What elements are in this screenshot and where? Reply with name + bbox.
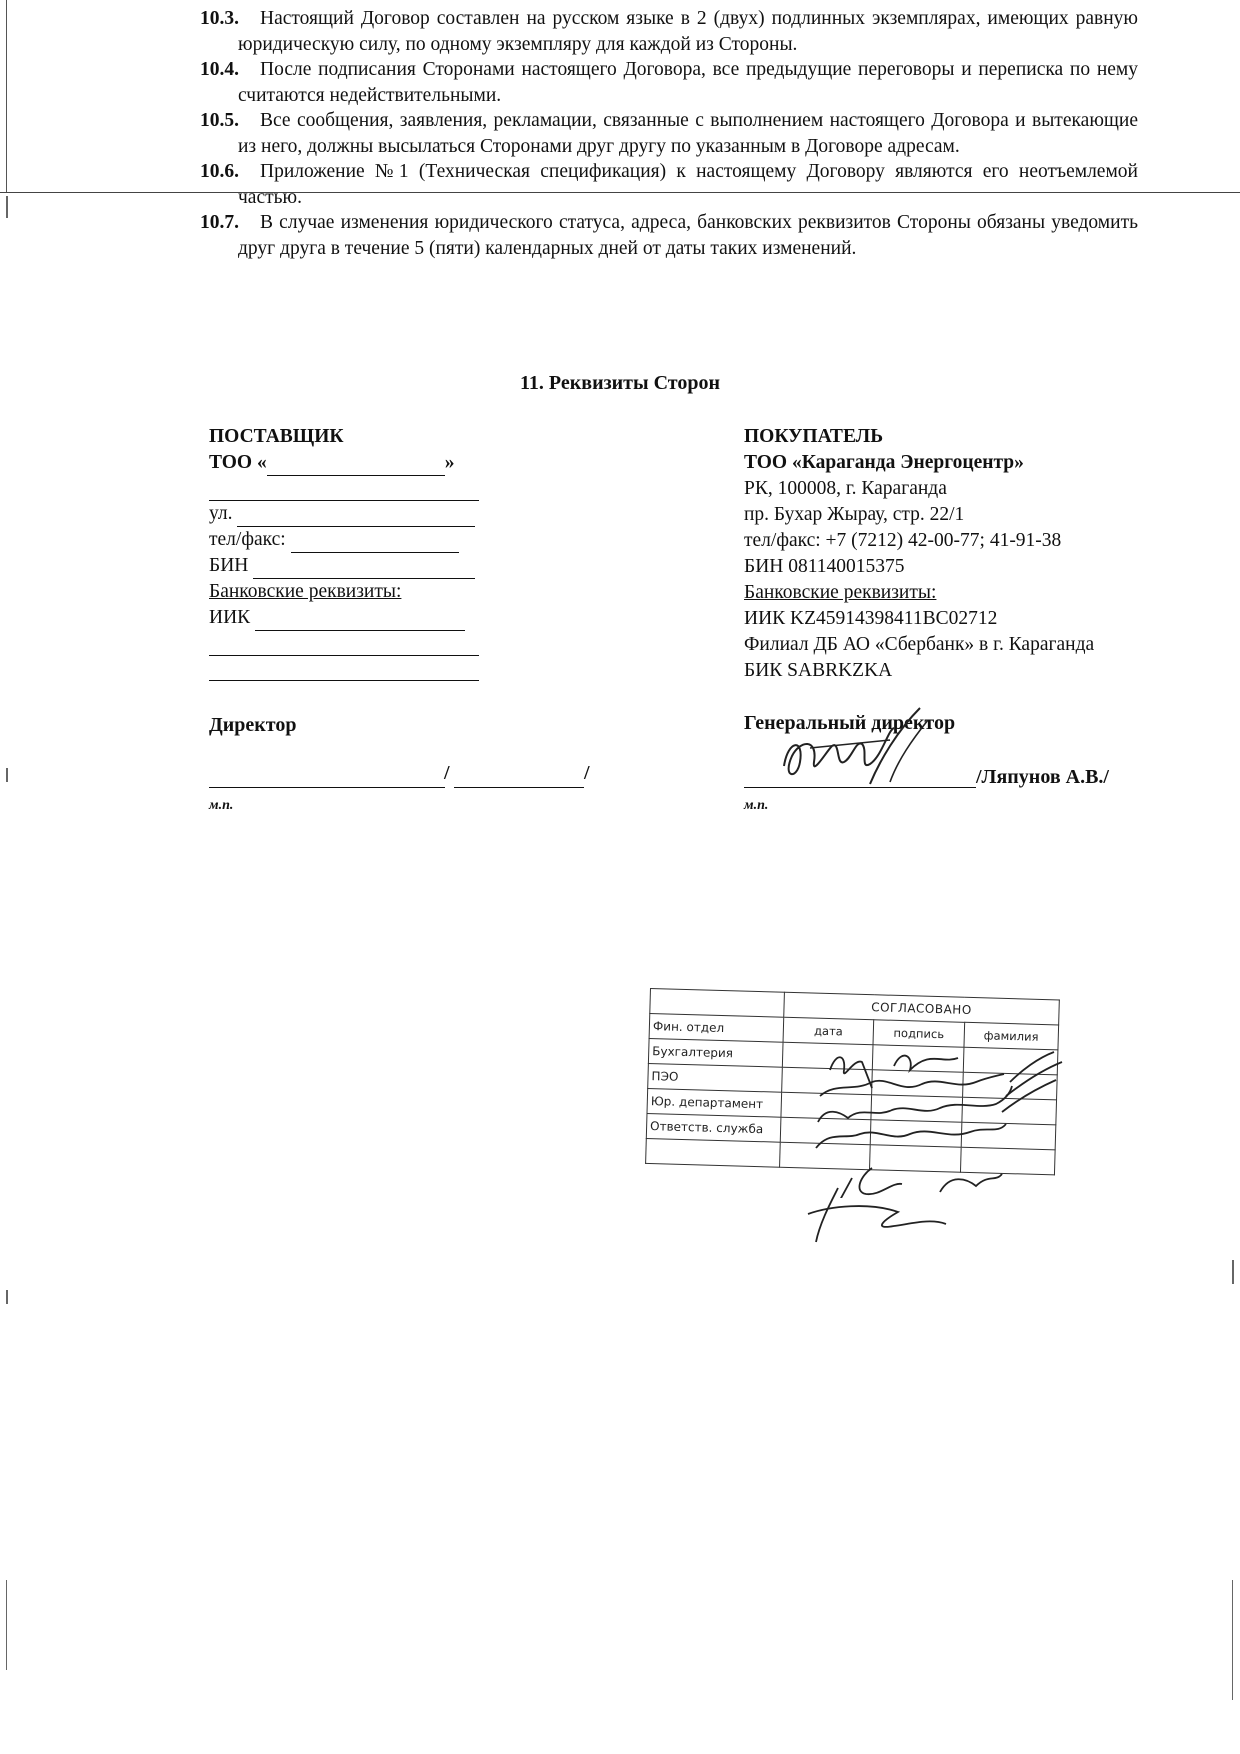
buyer-address-line2: пр. Бухар Жырау, стр. 22/1 bbox=[744, 504, 965, 525]
buyer-details bbox=[744, 424, 1184, 684]
buyer-bin: БИН 081140015375 bbox=[744, 556, 905, 577]
stamp-cell bbox=[872, 1070, 963, 1098]
stamp-cell bbox=[780, 1117, 871, 1145]
buyer-signatory-role: Генеральный директор bbox=[744, 712, 956, 734]
supplier-iik bbox=[209, 605, 489, 631]
stamp-cell bbox=[782, 1042, 873, 1070]
scan-mark bbox=[1232, 1260, 1234, 1284]
clause-number: 10.7. bbox=[200, 212, 239, 233]
stamp-cell bbox=[646, 1138, 781, 1167]
clause-number: 10.6. bbox=[200, 161, 239, 182]
supplier-bin-label: БИН bbox=[209, 555, 249, 576]
supplier-heading: ПОСТАВЩИК bbox=[209, 426, 344, 447]
supplier-bin-blank bbox=[253, 560, 475, 579]
scan-mark bbox=[6, 768, 8, 782]
supplier-name-line bbox=[454, 786, 584, 788]
supplier-iik-label: ИИК bbox=[209, 607, 251, 628]
supplier-details bbox=[209, 424, 489, 681]
clause-number: 10.5. bbox=[200, 110, 239, 131]
supplier-street-blank bbox=[237, 508, 475, 527]
clause-text: В случае изменения юридического статуса, адреса, банковских реквизитов Стороны обязаны уведомить друг друга в течение 5 (пяти) календарных дней от даты таких изменений. bbox=[238, 212, 1138, 259]
supplier-company-suffix: » bbox=[444, 452, 455, 473]
buyer-signature-line bbox=[744, 786, 976, 788]
signature-separator: / bbox=[444, 762, 450, 784]
clause bbox=[200, 6, 1138, 57]
stamp-corner bbox=[650, 989, 785, 1018]
clause bbox=[200, 108, 1138, 159]
stamp-cell bbox=[870, 1145, 961, 1173]
buyer-bank-label: Банковские реквизиты: bbox=[744, 582, 937, 603]
stamp-cell bbox=[779, 1142, 870, 1170]
clause-text: Приложение №1 (Техническая спецификация) к настоящему Договору являются его неотъемлемой частью. bbox=[238, 161, 1138, 208]
clause-text: Настоящий Договор составлен на русском языке в 2 (двух) подлинных экземплярах, имеющих равную юридическую силу, по одному экземпляру для каждой из Стороны. bbox=[238, 8, 1138, 55]
supplier-bank-label: Банковские реквизиты: bbox=[209, 581, 402, 602]
supplier-signatory-role: Директор bbox=[209, 714, 297, 736]
stamp-cell bbox=[960, 1147, 1055, 1175]
stamp-cell bbox=[963, 1047, 1058, 1075]
supplier-phone bbox=[209, 527, 489, 553]
supplier-bin bbox=[209, 553, 489, 579]
stamp-cell bbox=[871, 1095, 962, 1123]
stamp-row-label: ПЭО bbox=[648, 1063, 783, 1092]
buyer-iik: ИИК KZ45914398411BC02712 bbox=[744, 608, 998, 629]
buyer-seal-mark: м.п. bbox=[744, 798, 769, 813]
supplier-blank-line bbox=[209, 656, 479, 681]
clause bbox=[200, 57, 1138, 108]
stamp-column-header: фамилия bbox=[964, 1022, 1059, 1050]
supplier-company-prefix: ТОО « bbox=[209, 452, 267, 473]
clause-text: Все сообщения, заявления, рекламации, связанные с выполнением настоящего Договора и вытекающие из него, должны высылаться Сторонами друг другу по указанным в Договоре адресам. bbox=[238, 110, 1138, 157]
scan-mark bbox=[6, 196, 8, 218]
supplier-company bbox=[209, 450, 489, 476]
clause-text: После подписания Сторонами настоящего Договора, все предыдущие переговоры и переписка по нему считаются недействительными. bbox=[238, 59, 1138, 106]
stamp-title: СОГЛАСОВАНО bbox=[784, 992, 1060, 1025]
contract-clauses bbox=[200, 6, 1138, 261]
buyer-bik: БИК SABRKZKA bbox=[744, 660, 893, 681]
section-title: 11. Реквизиты Сторон bbox=[520, 372, 720, 394]
supplier-blank-line bbox=[209, 631, 479, 656]
clause bbox=[200, 210, 1138, 261]
signature-separator: / bbox=[584, 762, 590, 784]
stamp-cell bbox=[871, 1120, 962, 1148]
supplier-iik-blank bbox=[255, 612, 465, 631]
supplier-blank-line bbox=[209, 476, 479, 501]
buyer-signer-name: /Ляпунов А.В./ bbox=[976, 766, 1109, 788]
stamp-row-label: Ответств. служба bbox=[646, 1113, 781, 1142]
clause-number: 10.4. bbox=[200, 59, 239, 80]
buyer-heading: ПОКУПАТЕЛЬ bbox=[744, 426, 884, 447]
buyer-company: ТОО «Караганда Энергоцентр» bbox=[744, 452, 1024, 473]
clause bbox=[200, 159, 1138, 210]
supplier-phone-label: тел/факс: bbox=[209, 529, 286, 550]
approval-stamp-table bbox=[645, 988, 1060, 1175]
clause-number: 10.3. bbox=[200, 8, 239, 29]
supplier-seal-mark: м.п. bbox=[209, 798, 234, 813]
scan-mark bbox=[6, 1290, 8, 1304]
stamp-cell bbox=[962, 1097, 1057, 1125]
supplier-phone-blank bbox=[291, 534, 459, 553]
scan-mark bbox=[6, 1580, 7, 1670]
supplier-street bbox=[209, 501, 489, 527]
stamp-row-label: Юр. департамент bbox=[647, 1088, 782, 1117]
supplier-street-label: ул. bbox=[209, 503, 233, 524]
supplier-signature-line bbox=[209, 786, 445, 788]
stamp-column-header: дата bbox=[783, 1017, 874, 1045]
approval-stamp bbox=[640, 978, 1072, 1198]
stamp-row-label: Бухгалтерия bbox=[648, 1038, 783, 1067]
buyer-phone: тел/факс: +7 (7212) 42-00-77; 41-91-38 bbox=[744, 530, 1062, 551]
stamp-row-label: Фин. отдел bbox=[649, 1014, 784, 1043]
scan-mark bbox=[1232, 1580, 1233, 1700]
stamp-cell bbox=[781, 1092, 872, 1120]
supplier-company-blank bbox=[267, 457, 445, 476]
stamp-cell bbox=[962, 1072, 1057, 1100]
stamp-column-header: подпись bbox=[873, 1020, 964, 1048]
buyer-bank-name: Филиал ДБ АО «Сбербанк» в г. Караганда bbox=[744, 634, 1095, 655]
stamp-cell bbox=[961, 1122, 1056, 1150]
stamp-cell bbox=[782, 1067, 873, 1095]
approval-paraph bbox=[780, 1178, 980, 1258]
stamp-cell bbox=[873, 1045, 964, 1073]
scan-border-left bbox=[6, 0, 7, 192]
buyer-address-line1: РК, 100008, г. Караганда bbox=[744, 478, 947, 499]
